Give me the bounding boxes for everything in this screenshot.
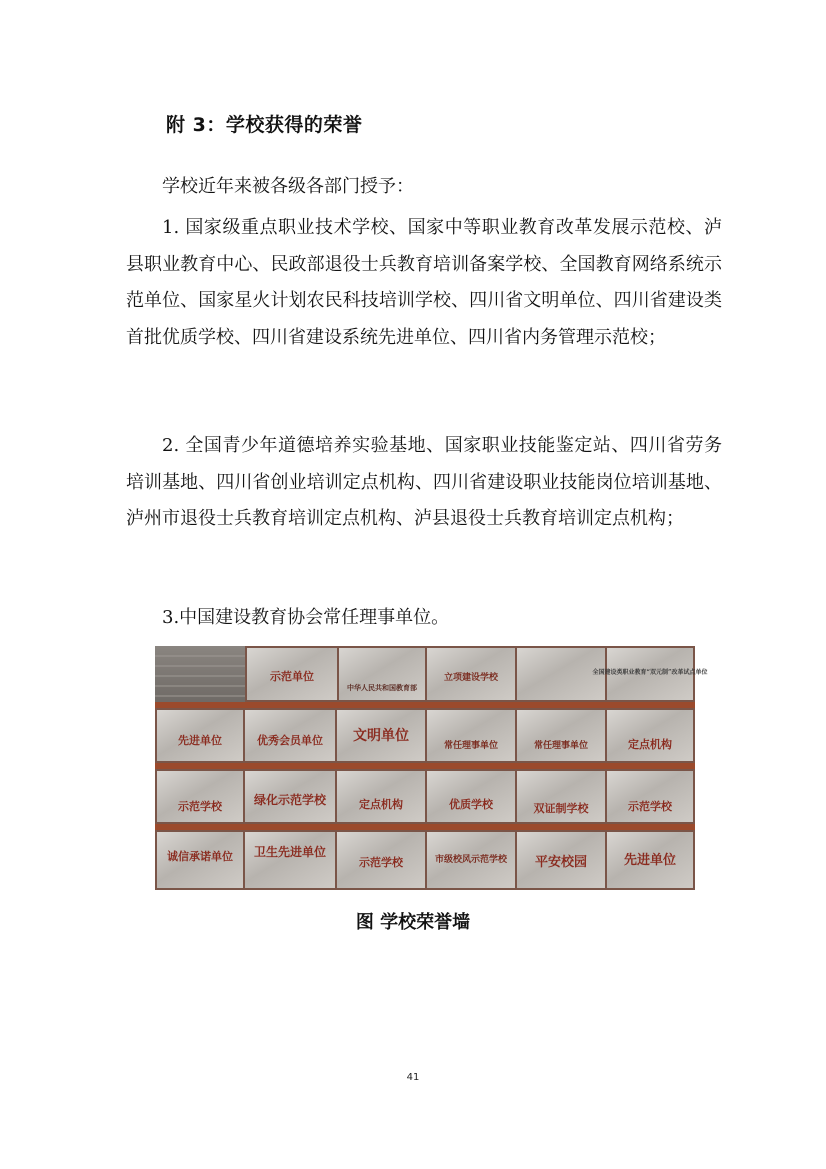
appendix-heading: 附 3：学校获得的荣誉	[166, 114, 363, 136]
svg-text:定点机构: 定点机构	[628, 738, 672, 751]
plaque-row-2	[157, 710, 693, 761]
figure-caption: 图 学校荣誉墙	[355, 912, 471, 933]
svg-text:诚信承诺单位: 诚信承诺单位	[167, 850, 233, 863]
intro-paragraph: 学校近年来被各级各部门授予：	[162, 176, 414, 197]
page-number: 41	[406, 1072, 420, 1083]
svg-text:立项建设学校: 立项建设学校	[443, 673, 499, 683]
svg-text:示范学校: 示范学校	[628, 800, 672, 813]
plaque-row-4	[157, 832, 693, 888]
svg-text:优秀会员单位: 优秀会员单位	[257, 734, 323, 747]
svg-text:示范学校: 示范学校	[178, 800, 222, 813]
svg-text:先进单位: 先进单位	[178, 734, 222, 747]
honor-wall-photo	[155, 646, 708, 890]
svg-text:常任理事单位: 常任理事单位	[533, 741, 589, 751]
svg-text:常任理事单位: 常任理事单位	[443, 741, 499, 751]
svg-text:定点机构: 定点机构	[359, 798, 403, 811]
svg-text:双证制学校: 双证制学校	[533, 802, 589, 815]
honor-list-item-1: 1. 国家级重点职业技术学校、国家中等职业教育改革发展示范校、泸县职业教育中心、民政部退役士兵教育培训备案学校、全国教育网络系统示范单位、国家星火计划农民科技培训学校、四川省文明单位、四川省建设类首批优质学校、四川省建设系统先进单位、四川省内务管理示范校；	[126, 217, 722, 348]
svg-text:市级校风示范学校: 市级校风示范学校	[434, 855, 508, 865]
svg-text:文明单位: 文明单位	[353, 728, 409, 744]
svg-text:平安校园: 平安校园	[534, 855, 588, 870]
honor-list-item-3: 3.中国建设教育协会常任理事单位。	[162, 607, 450, 628]
svg-text:全国建设类职业教育“双元制”改革试点单位: 全国建设类职业教育“双元制”改革试点单位	[592, 669, 708, 676]
plaque-row-1	[247, 648, 707, 700]
svg-text:示范学校: 示范学校	[359, 856, 403, 869]
svg-text:卫生先进单位: 卫生先进单位	[253, 845, 327, 859]
honor-wall-image	[155, 646, 708, 890]
svg-text:绿化示范学校: 绿化示范学校	[253, 793, 327, 807]
svg-text:中华人民共和国教育部: 中华人民共和国教育部	[347, 683, 417, 692]
svg-text:先进单位: 先进单位	[623, 853, 677, 868]
honor-list-item-2: 2. 全国青少年道德培养实验基地、国家职业技能鉴定站、四川省劳务培训基地、四川省创业培训定点机构、四川省建设职业技能岗位培训基地、泸州市退役士兵教育培训定点机构、泸县退役士兵教育培训定点机构；	[126, 435, 722, 529]
svg-text:优质学校: 优质学校	[449, 798, 493, 811]
svg-text:示范单位: 示范单位	[270, 670, 314, 683]
plaque-row-3	[157, 771, 693, 822]
